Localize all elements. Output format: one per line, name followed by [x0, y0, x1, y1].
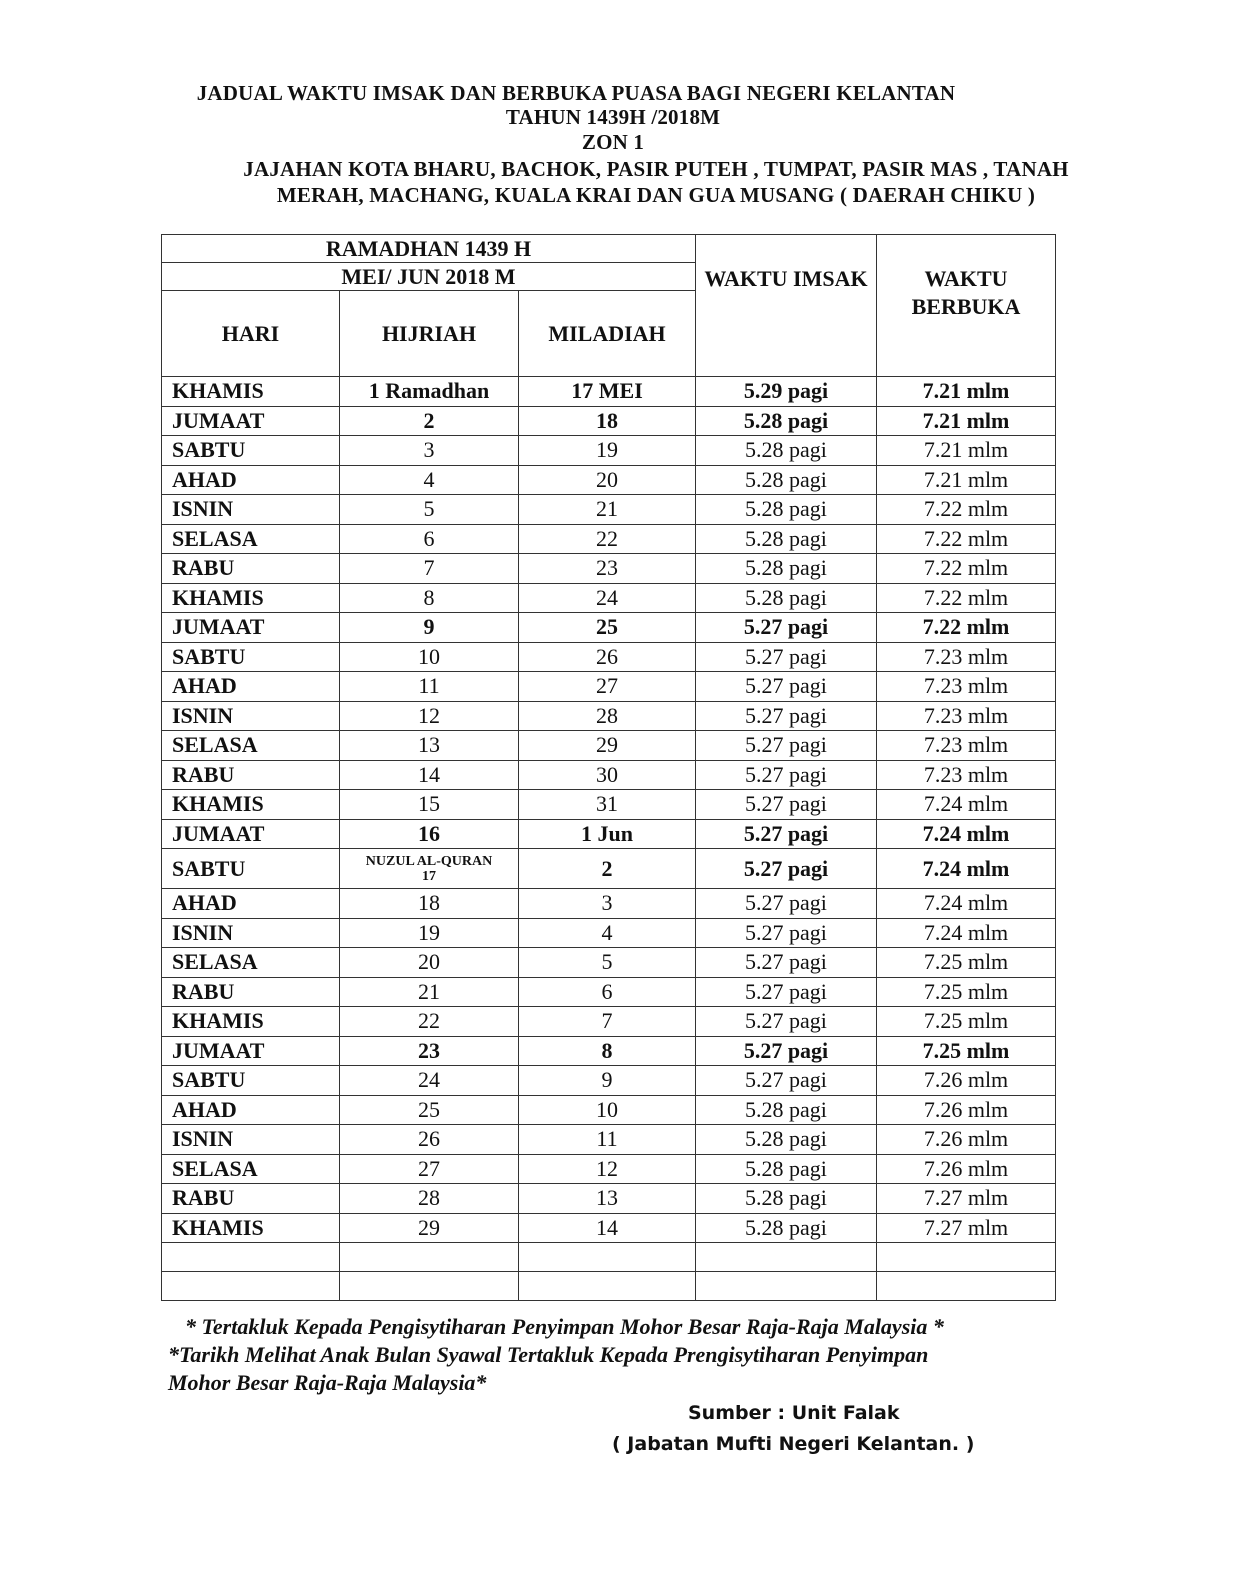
table-row [162, 1125, 1056, 1155]
cell-hijriah: 13 [340, 731, 519, 761]
empty-cell [162, 1272, 340, 1301]
cell-hijriah: 10 [340, 642, 519, 672]
cell-hijriah: 27 [340, 1154, 519, 1184]
table-row [162, 918, 1056, 948]
cell-imsak: 5.27 pagi [696, 849, 877, 889]
cell-miladiah: 27 [519, 672, 696, 702]
cell-hijriah: 23 [340, 1036, 519, 1066]
cell-miladiah: 1 Jun [519, 819, 696, 849]
cell-hari: RABU [162, 554, 340, 584]
cell-hijriah: 1 Ramadhan [340, 377, 519, 407]
cell-miladiah: 24 [519, 583, 696, 613]
cell-hijriah: 20 [340, 948, 519, 978]
cell-imsak: 5.28 pagi [696, 583, 877, 613]
empty-cell [519, 1243, 696, 1272]
cell-berbuka: 7.25 mlm [877, 1007, 1056, 1037]
table-row [162, 377, 1056, 407]
cell-imsak: 5.28 pagi [696, 495, 877, 525]
cell-hari: ISNIN [162, 495, 340, 525]
table-row [162, 613, 1056, 643]
cell-hari: JUMAAT [162, 406, 340, 436]
cell-berbuka: 7.24 mlm [877, 790, 1056, 820]
cell-hijriah: 7 [340, 554, 519, 584]
cell-hari: ISNIN [162, 918, 340, 948]
cell-miladiah: 20 [519, 465, 696, 495]
cell-hijriah: 19 [340, 918, 519, 948]
cell-miladiah: 2 [519, 849, 696, 889]
cell-berbuka: 7.24 mlm [877, 819, 1056, 849]
cell-berbuka: 7.24 mlm [877, 849, 1056, 889]
cell-miladiah: 30 [519, 760, 696, 790]
empty-cell [696, 1272, 877, 1301]
cell-imsak: 5.28 pagi [696, 554, 877, 584]
cell-imsak: 5.27 pagi [696, 613, 877, 643]
header-waktu-imsak: WAKTU IMSAK [696, 235, 877, 377]
cell-miladiah: 18 [519, 406, 696, 436]
empty-cell [696, 1243, 877, 1272]
cell-berbuka: 7.23 mlm [877, 760, 1056, 790]
cell-berbuka: 7.27 mlm [877, 1184, 1056, 1214]
cell-imsak: 5.28 pagi [696, 1125, 877, 1155]
cell-imsak: 5.27 pagi [696, 701, 877, 731]
schedule-table [161, 234, 1056, 1301]
cell-hari: SELASA [162, 524, 340, 554]
cell-berbuka: 7.26 mlm [877, 1125, 1056, 1155]
cell-hijriah: 26 [340, 1125, 519, 1155]
source-department: ( Jabatan Mufti Negeri Kelantan. ) [612, 1433, 975, 1455]
cell-hijriah: 12 [340, 701, 519, 731]
cell-imsak: 5.28 pagi [696, 406, 877, 436]
cell-berbuka: 7.24 mlm [877, 889, 1056, 919]
cell-miladiah: 6 [519, 977, 696, 1007]
cell-berbuka: 7.26 mlm [877, 1066, 1056, 1096]
cell-hijriah: 11 [340, 672, 519, 702]
cell-hari: RABU [162, 977, 340, 1007]
cell-hari: SABTU [162, 1066, 340, 1096]
document-title: JADUAL WAKTU IMSAK DAN BERBUKA PUASA BAGI NEGERI KELANTAN [196, 81, 956, 105]
cell-berbuka: 7.21 mlm [877, 436, 1056, 466]
table-row [162, 406, 1056, 436]
cell-hijriah: 3 [340, 436, 519, 466]
cell-imsak: 5.27 pagi [696, 948, 877, 978]
cell-berbuka: 7.26 mlm [877, 1154, 1056, 1184]
cell-hijriah: 24 [340, 1066, 519, 1096]
cell-miladiah: 21 [519, 495, 696, 525]
header-miladiah: MILADIAH [519, 291, 696, 377]
cell-imsak: 5.27 pagi [696, 731, 877, 761]
cell-hari: RABU [162, 1184, 340, 1214]
header-ramadhan: RAMADHAN 1439 H [162, 235, 696, 263]
cell-miladiah: 31 [519, 790, 696, 820]
cell-miladiah: 10 [519, 1095, 696, 1125]
cell-berbuka: 7.23 mlm [877, 642, 1056, 672]
cell-imsak: 5.28 pagi [696, 465, 877, 495]
cell-miladiah: 23 [519, 554, 696, 584]
cell-hijriah: 22 [340, 1007, 519, 1037]
table-row [162, 1154, 1056, 1184]
cell-hijriah: 25 [340, 1095, 519, 1125]
cell-miladiah: 5 [519, 948, 696, 978]
cell-hijriah: 15 [340, 790, 519, 820]
empty-cell [877, 1243, 1056, 1272]
cell-berbuka: 7.22 mlm [877, 554, 1056, 584]
cell-hari: SABTU [162, 642, 340, 672]
cell-berbuka: 7.21 mlm [877, 406, 1056, 436]
cell-miladiah: 9 [519, 1066, 696, 1096]
cell-hijriah [340, 849, 519, 889]
empty-row [162, 1272, 1056, 1301]
cell-miladiah: 28 [519, 701, 696, 731]
cell-hari: JUMAAT [162, 1036, 340, 1066]
cell-miladiah: 22 [519, 524, 696, 554]
table-row [162, 583, 1056, 613]
empty-cell [519, 1272, 696, 1301]
cell-miladiah: 26 [519, 642, 696, 672]
cell-berbuka: 7.23 mlm [877, 701, 1056, 731]
cell-berbuka: 7.25 mlm [877, 948, 1056, 978]
cell-hijriah: 21 [340, 977, 519, 1007]
table-row [162, 524, 1056, 554]
cell-miladiah: 3 [519, 889, 696, 919]
cell-hari: JUMAAT [162, 819, 340, 849]
cell-imsak: 5.27 pagi [696, 918, 877, 948]
table-row [162, 436, 1056, 466]
cell-berbuka: 7.22 mlm [877, 524, 1056, 554]
table-row [162, 977, 1056, 1007]
cell-hijriah: 6 [340, 524, 519, 554]
cell-hijriah: 14 [340, 760, 519, 790]
table-row [162, 1213, 1056, 1243]
cell-imsak: 5.27 pagi [696, 1036, 877, 1066]
cell-hijriah: 2 [340, 406, 519, 436]
cell-berbuka: 7.23 mlm [877, 731, 1056, 761]
table-row [162, 948, 1056, 978]
cell-berbuka: 7.25 mlm [877, 977, 1056, 1007]
cell-miladiah: 14 [519, 1213, 696, 1243]
cell-imsak: 5.27 pagi [696, 1007, 877, 1037]
document-districts-line-2: MERAH, MACHANG, KUALA KRAI DAN GUA MUSANG ( DAERAH CHIKU ) [276, 183, 1036, 207]
empty-cell [877, 1272, 1056, 1301]
note-2: *Tarikh Melihat Anak Bulan Syawal Tertakluk Kepada Prengisytiharan Penyimpan [168, 1342, 929, 1367]
cell-hari: JUMAAT [162, 613, 340, 643]
cell-imsak: 5.27 pagi [696, 1066, 877, 1096]
cell-hijriah-note: NUZUL AL-QURAN [365, 853, 493, 869]
cell-miladiah: 19 [519, 436, 696, 466]
cell-hari: KHAMIS [162, 377, 340, 407]
table-row [162, 760, 1056, 790]
cell-miladiah: 12 [519, 1154, 696, 1184]
table-row [162, 849, 1056, 889]
table-row [162, 731, 1056, 761]
header-hari: HARI [162, 291, 340, 377]
cell-miladiah: 29 [519, 731, 696, 761]
cell-hijriah-day: 17 [422, 868, 436, 884]
cell-imsak: 5.27 pagi [696, 977, 877, 1007]
table-row [162, 1036, 1056, 1066]
cell-berbuka: 7.21 mlm [877, 377, 1056, 407]
table-row [162, 1184, 1056, 1214]
document-districts-line-1: JAJAHAN KOTA BHARU, BACHOK, PASIR PUTEH , TUMPAT, PASIR MAS , TANAH [243, 157, 1069, 181]
cell-miladiah: 8 [519, 1036, 696, 1066]
cell-miladiah: 11 [519, 1125, 696, 1155]
cell-hari: AHAD [162, 672, 340, 702]
cell-imsak: 5.28 pagi [696, 1095, 877, 1125]
cell-imsak: 5.27 pagi [696, 672, 877, 702]
cell-hari: SABTU [162, 849, 340, 889]
cell-hijriah: 18 [340, 889, 519, 919]
cell-hari: KHAMIS [162, 790, 340, 820]
table-row [162, 819, 1056, 849]
cell-berbuka: 7.22 mlm [877, 495, 1056, 525]
cell-imsak: 5.28 pagi [696, 1184, 877, 1214]
table-row [162, 554, 1056, 584]
empty-cell [340, 1243, 519, 1272]
cell-hari: AHAD [162, 465, 340, 495]
table-row [162, 701, 1056, 731]
cell-miladiah: 17 MEI [519, 377, 696, 407]
cell-berbuka: 7.23 mlm [877, 672, 1056, 702]
table-row [162, 1095, 1056, 1125]
note-3: Mohor Besar Raja-Raja Malaysia* [168, 1370, 487, 1395]
table-row [162, 889, 1056, 919]
cell-miladiah: 4 [519, 918, 696, 948]
cell-hari: SELASA [162, 731, 340, 761]
cell-hijriah: 4 [340, 465, 519, 495]
cell-hari: SABTU [162, 436, 340, 466]
cell-berbuka: 7.27 mlm [877, 1213, 1056, 1243]
cell-berbuka: 7.26 mlm [877, 1095, 1056, 1125]
cell-miladiah: 13 [519, 1184, 696, 1214]
table-row [162, 465, 1056, 495]
cell-hari: SELASA [162, 948, 340, 978]
cell-imsak: 5.27 pagi [696, 819, 877, 849]
cell-imsak: 5.28 pagi [696, 1213, 877, 1243]
cell-berbuka: 7.24 mlm [877, 918, 1056, 948]
empty-cell [162, 1243, 340, 1272]
cell-imsak: 5.28 pagi [696, 1154, 877, 1184]
cell-berbuka: 7.22 mlm [877, 583, 1056, 613]
cell-imsak: 5.27 pagi [696, 760, 877, 790]
table-row [162, 642, 1056, 672]
document-year: TAHUN 1439H /2018M [505, 105, 721, 129]
header-hijriah: HIJRIAH [340, 291, 519, 377]
cell-berbuka: 7.25 mlm [877, 1036, 1056, 1066]
cell-hari: KHAMIS [162, 1007, 340, 1037]
empty-cell [340, 1272, 519, 1301]
cell-hijriah: 8 [340, 583, 519, 613]
cell-berbuka: 7.21 mlm [877, 465, 1056, 495]
cell-hari: RABU [162, 760, 340, 790]
cell-berbuka: 7.22 mlm [877, 613, 1056, 643]
cell-hijriah: 16 [340, 819, 519, 849]
header-waktu-berbuka: WAKTU BERBUKA [877, 235, 1056, 377]
cell-hijriah: 5 [340, 495, 519, 525]
table-row [162, 1066, 1056, 1096]
document-zone: ZON 1 [581, 130, 645, 154]
table-row [162, 1007, 1056, 1037]
cell-imsak: 5.27 pagi [696, 889, 877, 919]
cell-hari: ISNIN [162, 1125, 340, 1155]
note-1: * Tertakluk Kepada Pengisytiharan Penyimpan Mohor Besar Raja-Raja Malaysia * [185, 1314, 944, 1339]
cell-hari: KHAMIS [162, 1213, 340, 1243]
table-row [162, 672, 1056, 702]
cell-miladiah: 7 [519, 1007, 696, 1037]
cell-imsak: 5.27 pagi [696, 790, 877, 820]
source-unit: Sumber : Unit Falak [688, 1402, 900, 1424]
cell-imsak: 5.29 pagi [696, 377, 877, 407]
cell-hari: AHAD [162, 889, 340, 919]
empty-row [162, 1243, 1056, 1272]
table-row [162, 495, 1056, 525]
cell-imsak: 5.27 pagi [696, 642, 877, 672]
table-row [162, 790, 1056, 820]
cell-hijriah: 29 [340, 1213, 519, 1243]
cell-hijriah: 9 [340, 613, 519, 643]
header-mei-jun: MEI/ JUN 2018 M [162, 263, 696, 291]
cell-imsak: 5.28 pagi [696, 436, 877, 466]
cell-hari: AHAD [162, 1095, 340, 1125]
cell-imsak: 5.28 pagi [696, 524, 877, 554]
cell-hari: KHAMIS [162, 583, 340, 613]
cell-hari: ISNIN [162, 701, 340, 731]
cell-hari: SELASA [162, 1154, 340, 1184]
cell-miladiah: 25 [519, 613, 696, 643]
cell-hijriah: 28 [340, 1184, 519, 1214]
